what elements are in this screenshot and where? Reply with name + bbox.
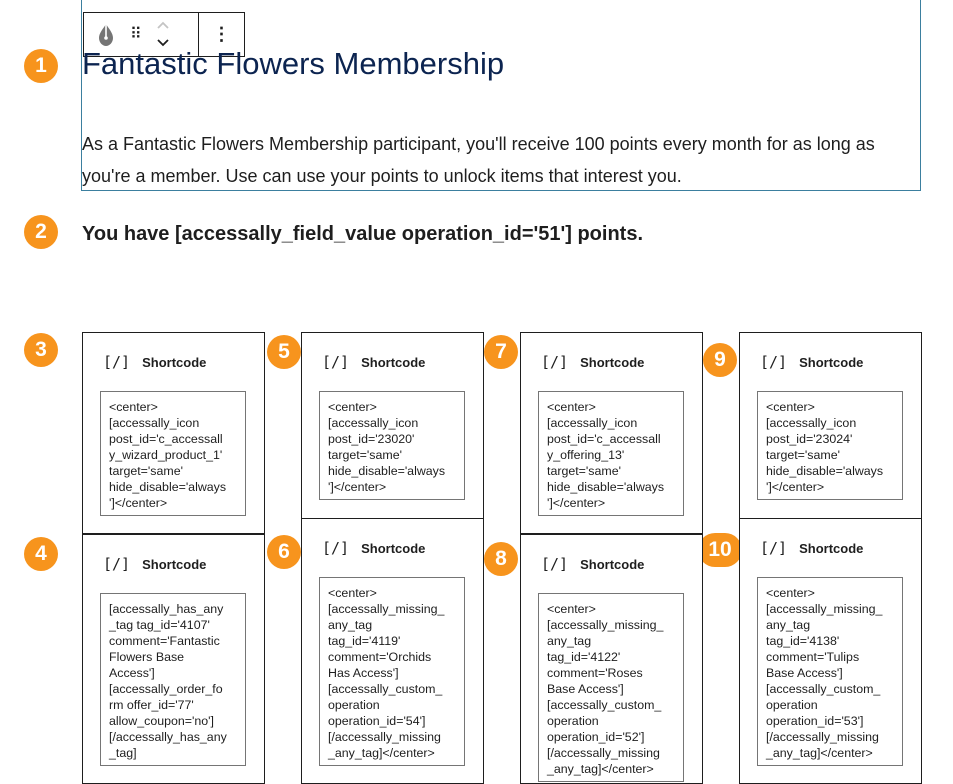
step-badge-3: 3 [24, 333, 58, 367]
shortcode-textarea[interactable]: <center> [accessally_icon post_id='c_accessall y_offering_13' target='same' hide_disable='always ']</center> [538, 391, 684, 516]
shortcode-icon: [/] [103, 353, 131, 371]
shortcode-textarea[interactable]: <center> [accessally_icon post_id='23024' target='same' hide_disable='always ']</center> [757, 391, 903, 500]
shortcode-header [541, 353, 644, 371]
intro-paragraph[interactable]: As a Fantastic Flowers Membership participant, you'll receive 100 points every month for as long as you're a member. Use can use your points to unlock items that interest you. [82, 134, 875, 186]
shortcode-icon: [/] [541, 353, 569, 371]
step-badge-9: 9 [703, 343, 737, 377]
shortcode-textarea[interactable]: <center> [accessally_icon post_id='23020' target='same' hide_disable='always ']</center> [319, 391, 465, 500]
shortcode-label: Shortcode [799, 540, 864, 556]
pen-nib-icon[interactable] [96, 22, 118, 48]
shortcode-block[interactable] [520, 534, 703, 784]
page-title[interactable]: Fantastic Flowers Membership [82, 46, 505, 81]
shortcode-textarea[interactable]: <center> [accessally_icon post_id='c_accessall y_wizard_product_1' target='same' hide_disable='always ']</center> [100, 391, 246, 516]
chevron-up-icon[interactable] [156, 17, 170, 35]
shortcode-block[interactable] [301, 518, 484, 784]
step-badge-1: 1 [24, 49, 58, 83]
points-paragraph[interactable]: You have [accessally_field_value operation_id='51'] points. [82, 223, 644, 245]
shortcode-label: Shortcode [142, 556, 207, 572]
more-vertical-icon[interactable]: ⋮ [212, 24, 231, 44]
step-badge-4: 4 [24, 537, 58, 571]
step-badge-7: 7 [484, 335, 518, 369]
shortcode-textarea[interactable]: <center> [accessally_missing_ any_tag tag_id='4138' comment='Tulips Base Access'] [accessally_custom_ operation operation_id='53'] [/accessally_missing _any_tag]</center> [757, 577, 903, 766]
shortcode-icon: [/] [760, 539, 788, 557]
step-badge-2: 2 [24, 215, 58, 249]
shortcode-textarea[interactable]: [accessally_has_any _tag tag_id='4107' comment='Fantastic Flowers Base Access'] [accessally_order_fo rm offer_id='77' allow_coupon='no'] [/accessally_has_any _tag] [100, 593, 246, 766]
shortcode-header [103, 555, 206, 573]
shortcode-block[interactable] [82, 332, 265, 534]
shortcode-block[interactable] [739, 518, 922, 784]
shortcode-label: Shortcode [799, 354, 864, 370]
step-badge-5: 5 [267, 335, 301, 369]
shortcode-block[interactable] [301, 332, 484, 519]
shortcode-textarea[interactable]: <center> [accessally_missing_ any_tag tag_id='4122' comment='Roses Base Access'] [accessally_custom_ operation operation_id='52'] [/accessally_missing _any_tag]</center> [538, 593, 684, 782]
shortcode-header [322, 539, 425, 557]
shortcode-icon: [/] [541, 555, 569, 573]
shortcode-header [760, 539, 863, 557]
drag-handle-icon[interactable]: ⠿ [130, 25, 142, 43]
shortcode-icon: [/] [322, 353, 350, 371]
shortcode-label: Shortcode [361, 354, 426, 370]
shortcode-label: Shortcode [580, 556, 645, 572]
step-badge-8: 8 [484, 542, 518, 576]
shortcode-header [541, 555, 644, 573]
shortcode-header [322, 353, 425, 371]
step-badge-6: 6 [267, 535, 301, 569]
shortcode-header [103, 353, 206, 371]
shortcode-header [760, 353, 863, 371]
shortcode-label: Shortcode [361, 540, 426, 556]
shortcode-label: Shortcode [580, 354, 645, 370]
shortcode-label: Shortcode [142, 354, 207, 370]
shortcode-textarea[interactable]: <center> [accessally_missing_ any_tag tag_id='4119' comment='Orchids Has Access'] [accessally_custom_ operation operation_id='54'] [/accessally_missing _any_tag]</center> [319, 577, 465, 766]
shortcode-block[interactable] [520, 332, 703, 534]
shortcode-block[interactable] [739, 332, 922, 519]
shortcode-block[interactable] [82, 534, 265, 784]
shortcode-icon: [/] [760, 353, 788, 371]
shortcode-icon: [/] [322, 539, 350, 557]
shortcode-icon: [/] [103, 555, 131, 573]
step-badge-10: 10 [698, 533, 742, 567]
